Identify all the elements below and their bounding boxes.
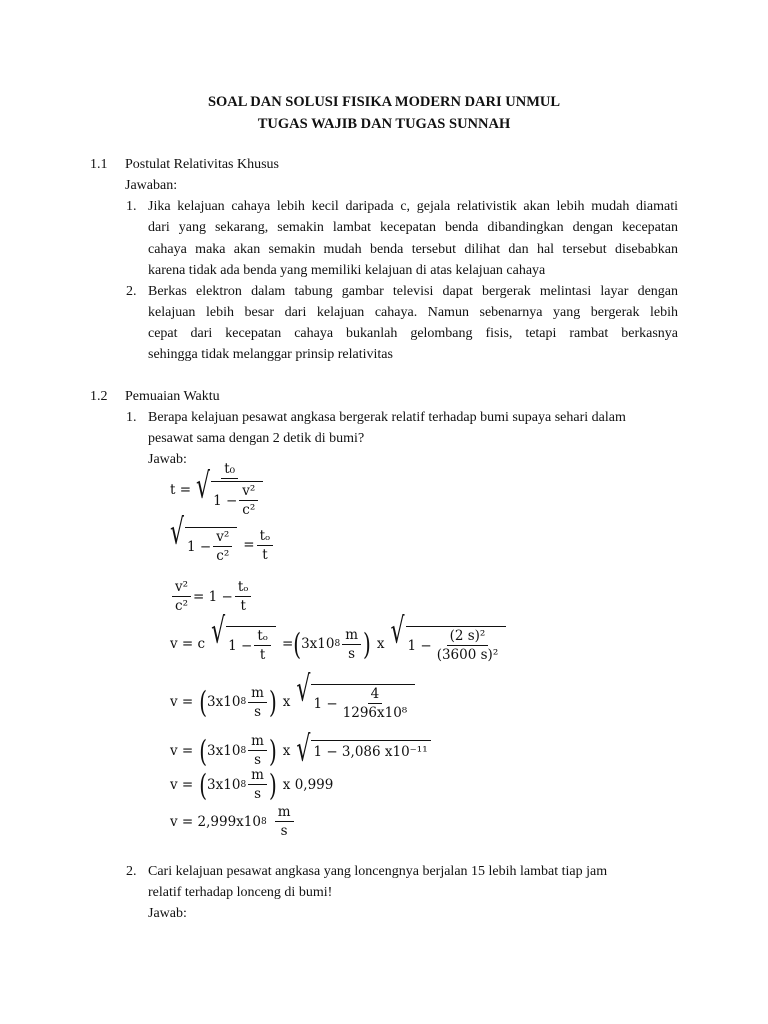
paragraph-line: Berkas elektron dalam tabung gambar televisi dapat bergerak melintasi layar dengan xyxy=(148,284,678,299)
square-root: √ 1 − 3,086 x10⁻¹¹ xyxy=(296,740,430,762)
square-root: √ 1 − $\frac{4}{\text{1296x10⁸}}$ xyxy=(296,684,415,720)
square-root: √ 1 − $\frac{\text{(2 s)²}}{\text{(3600 s)²}}$ xyxy=(390,626,506,662)
item-number: 2. xyxy=(126,284,137,299)
paragraph-line: kelajuan lebih besar dari kelajuan cahaya. Namun sebenarnya yang bergerak lebih xyxy=(148,305,678,320)
equation-4: v = c √ 1 − $\frac{\text{tₒ}}{t}$ = ( 3x10 8 $\frac{m}{s}$ ) x √ 1 − $\frac{\text{(2 s)²}}{\text{(3600 s)²}}$ xyxy=(170,626,506,662)
eq-lhs: t = xyxy=(170,481,192,498)
paragraph-line: cahaya maka akan semakin mudah benda tersebut dilihat dan hal tersebut disebabkan xyxy=(148,242,678,257)
paragraph-line: karena tidak ada benda yang memiliki kelajuan di atas kelajuan cahaya xyxy=(148,263,546,278)
paragraph-line: cepat dari kecepatan cahaya bukanlah gelombang fisis, tetapi rambat berkasnya xyxy=(148,326,678,341)
equation-2: √ 1 − $\frac{\text{v²}}{\text{c²}}$ = $\frac{\text{tₒ}}{t}$ xyxy=(170,527,275,563)
answer-label: Jawab: xyxy=(148,452,187,467)
equation-6: v = ( 3x10 8 $\frac{m}{s}$ ) x √ 1 − 3,086 x10⁻¹¹ xyxy=(170,734,431,767)
section-number: 1.2 xyxy=(90,389,108,404)
fraction: t₀ √ 1 − $\frac{\text{v²}}{\text{c²}}$ xyxy=(193,462,266,518)
document-subtitle: TUGAS WAJIB DAN TUGAS SUNNAH xyxy=(257,116,511,132)
equation-3: $\frac{\text{v²}}{\text{c²}}$ = 1 − $\frac{\text{tₒ}}{t}$ xyxy=(170,580,253,613)
item-number: 1. xyxy=(126,199,137,214)
section-heading: Postulat Relativitas Khusus xyxy=(125,157,279,172)
square-root: √ 1 − $\frac{\text{v²}}{\text{c²}}$ xyxy=(170,527,237,563)
item-number: 2. xyxy=(126,864,137,879)
equation-5: v = ( 3x10 8 $\frac{m}{s}$ ) x √ 1 − $\frac{4}{\text{1296x10⁸}}$ xyxy=(170,684,415,720)
equation-8: v = 2,999x10 8 $\frac{m}{s}$ xyxy=(170,805,296,838)
square-root: √ 1 − $\frac{\text{tₒ}}{t}$ xyxy=(211,626,276,662)
question-line: pesawat sama dengan 2 detik di bumi? xyxy=(148,431,365,446)
section-heading: Pemuaian Waktu xyxy=(125,389,220,404)
answer-label: Jawaban: xyxy=(125,178,178,193)
paragraph-line: Jika kelajuan cahaya lebih kecil daripada c, gejala relativistik akan lebih mudah diamati xyxy=(148,199,678,214)
section-number: 1.1 xyxy=(90,157,108,172)
paragraph-line: dari yang sekarang, semakin lambat kecepatan benda dibandingkan dengan kecepatan xyxy=(148,220,678,235)
document-title: SOAL DAN SOLUSI FISIKA MODERN DARI UNMUL xyxy=(207,94,561,110)
equation-7: v = ( 3x10 8 $\frac{m}{s}$ ) x 0,999 xyxy=(170,766,334,803)
question-line: relatif terhadap lonceng di bumi! xyxy=(148,885,333,900)
equation-1 xyxy=(170,462,268,518)
item-number: 1. xyxy=(126,410,137,425)
paragraph-line: sehingga tidak melanggar prinsip relativitas xyxy=(148,347,393,362)
question-line: Cari kelajuan pesawat angkasa yang loncengnya berjalan 15 lebih lambat tiap jam xyxy=(148,864,608,879)
square-root: √ 1 − $\frac{\text{v²}}{\text{c²}}$ xyxy=(196,481,263,517)
question-line: Berapa kelajuan pesawat angkasa bergerak relatif terhadap bumi supaya sehari dalam xyxy=(148,410,626,425)
answer-label: Jawab: xyxy=(148,906,187,921)
